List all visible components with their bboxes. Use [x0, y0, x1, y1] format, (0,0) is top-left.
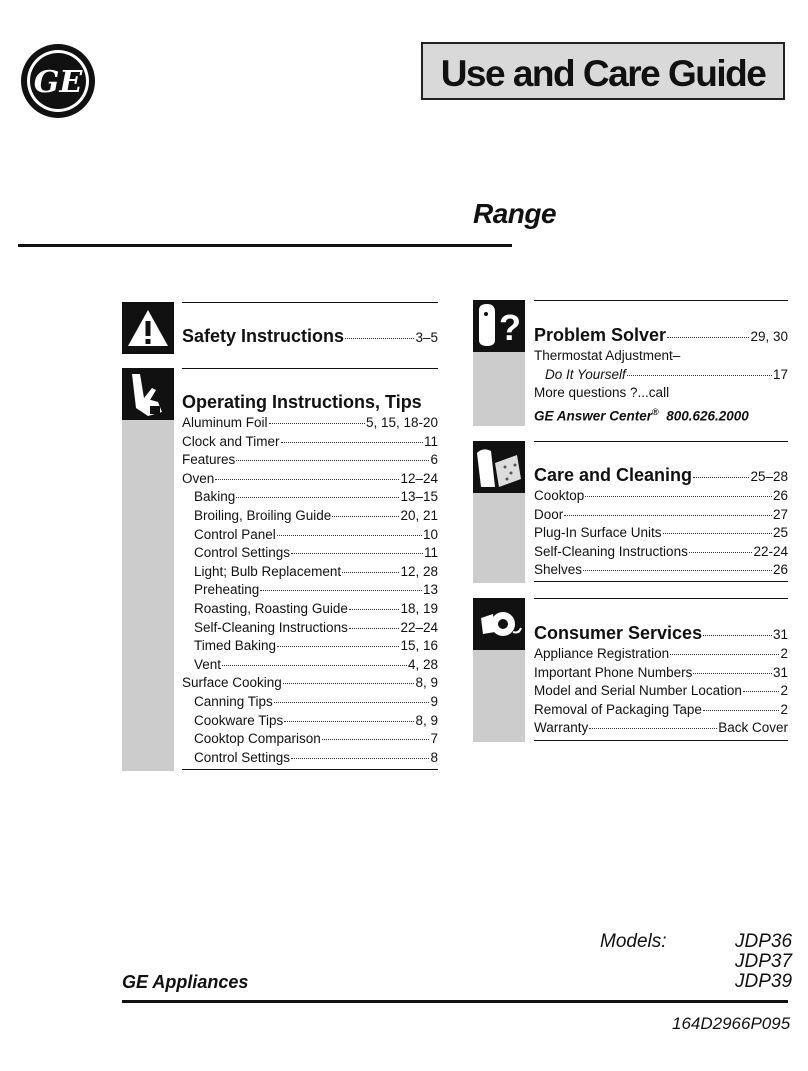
toc-pages: 12, 28 — [400, 563, 438, 579]
toc-row[interactable] — [194, 693, 438, 711]
toc-pages: 8, 9 — [415, 675, 438, 691]
leader-dots — [284, 721, 414, 722]
part-number: 164D2966P095 — [672, 1014, 791, 1033]
operating-gray-bar — [122, 368, 174, 771]
toc-row[interactable] — [534, 682, 788, 700]
leader-dots — [583, 570, 772, 571]
toc-row[interactable] — [534, 543, 788, 561]
toc-row[interactable] — [194, 544, 438, 562]
leader-dots — [215, 479, 399, 480]
leader-dots — [345, 338, 414, 339]
toc-row[interactable] — [534, 506, 788, 524]
ge-logo-text: GE — [33, 65, 83, 100]
toc-label: Roasting, Roasting Guide — [194, 601, 348, 616]
safety-heading-row[interactable] — [182, 327, 438, 347]
toc-label: Door — [534, 506, 564, 522]
leader-dots — [667, 337, 749, 338]
leader-dots — [236, 460, 429, 461]
operating-bottom-rule — [182, 769, 438, 770]
leader-dots — [277, 535, 422, 536]
toc-label: Cooktop Comparison — [194, 731, 321, 747]
leader-dots — [693, 673, 772, 674]
toc-row[interactable] — [534, 561, 788, 579]
sponge-hand-icon — [473, 441, 525, 493]
problem-diy-pages: 17 — [772, 367, 788, 382]
toc-label: Model and Serial Number Location — [534, 683, 742, 699]
leader-dots — [627, 375, 772, 376]
toc-row[interactable] — [194, 749, 438, 767]
toc-pages: 7 — [430, 731, 438, 747]
toc-pages: 8 — [430, 749, 438, 765]
toc-row[interactable] — [194, 730, 438, 748]
toc-label: Features — [182, 452, 236, 468]
toc-label: Plug-In Surface Units — [534, 525, 662, 541]
leader-dots — [277, 646, 399, 647]
svg-text:?: ? — [499, 307, 521, 348]
toc-label: Cooktop — [534, 488, 585, 503]
models-label: Models: — [600, 931, 667, 952]
consumer-title: Consumer Services — [534, 623, 703, 643]
toc-pages: 22-24 — [753, 543, 788, 559]
toc-label: Oven — [182, 470, 215, 486]
toc-pages: 5, 15, 18-20 — [365, 415, 438, 430]
hand-pointing-icon — [122, 368, 174, 420]
problem-pages: 29, 30 — [750, 329, 788, 344]
toc-pages: 18, 19 — [400, 601, 438, 616]
toc-label: Warranty — [534, 720, 589, 736]
safety-pages: 3–5 — [415, 330, 438, 345]
leader-dots — [283, 683, 415, 684]
toc-label: Broiling, Broiling Guide — [194, 508, 332, 523]
toc-row[interactable] — [534, 701, 788, 719]
toc-label: Self-Cleaning Instructions — [194, 619, 348, 635]
toc-row[interactable] — [182, 433, 438, 451]
leader-dots — [703, 710, 780, 711]
leader-dots — [743, 691, 780, 692]
toc-pages: 22–24 — [400, 619, 438, 635]
problem-title: Problem Solver — [534, 325, 667, 345]
model-number: JDP39 — [735, 971, 793, 992]
title-box — [421, 42, 785, 100]
toc-pages: 2 — [780, 701, 788, 717]
toc-label: Self-Cleaning Instructions — [534, 543, 688, 559]
toc-label: Vent — [194, 656, 222, 672]
toc-label: Control Settings — [194, 749, 291, 765]
toc-label: Appliance Registration — [534, 646, 670, 661]
footer-rule — [122, 1000, 788, 1003]
toc-pages: 25 — [772, 525, 788, 541]
leader-dots — [342, 572, 399, 573]
leader-dots — [349, 628, 400, 629]
model-number: JDP36 — [735, 931, 793, 952]
leader-dots — [322, 739, 430, 740]
page-title: Use and Care Guide — [440, 53, 766, 94]
tape-dispenser-icon — [473, 598, 525, 650]
toc-label: Removal of Packaging Tape — [534, 701, 702, 717]
leader-dots — [291, 553, 423, 554]
toc-row[interactable] — [194, 507, 438, 525]
care-pages: 25–28 — [750, 469, 788, 484]
operating-title: Operating Instructions, Tips — [182, 392, 422, 412]
consumer-pages: 31 — [772, 627, 788, 642]
safety-top-rule — [182, 302, 438, 303]
header-rule — [18, 244, 512, 247]
leader-dots — [274, 702, 430, 703]
toc-row[interactable] — [194, 637, 438, 655]
toc-label: Baking — [194, 489, 236, 505]
leader-dots — [236, 497, 399, 498]
problem-more-questions: More questions ?...call — [534, 385, 670, 400]
leader-dots — [703, 635, 772, 636]
toc-label: Control Panel — [194, 526, 276, 542]
care-title: Care and Cleaning — [534, 465, 693, 485]
toc-pages: 26 — [772, 488, 788, 503]
toc-row[interactable] — [534, 664, 788, 682]
leader-dots — [585, 496, 772, 497]
leader-dots — [564, 515, 772, 516]
toc-row[interactable] — [182, 451, 438, 469]
safety-title: Safety Instructions — [182, 326, 345, 346]
toc-label: Clock and Timer — [182, 433, 280, 449]
toc-row[interactable] — [182, 674, 438, 692]
leader-dots — [349, 609, 400, 610]
leader-dots — [689, 552, 753, 553]
leader-dots — [670, 654, 779, 655]
ge-logo — [19, 42, 97, 120]
toc-pages: 9 — [430, 694, 438, 709]
answer-center-phone: 800.626.2000 — [666, 408, 749, 424]
toc-pages: 10 — [422, 526, 438, 542]
consumer-bottom-rule — [534, 740, 788, 741]
toc-pages: 6 — [430, 452, 438, 468]
toc-row[interactable] — [194, 488, 438, 506]
registered-mark: ® — [652, 407, 659, 417]
consumer-top-rule — [534, 598, 788, 599]
toc-row[interactable] — [194, 600, 438, 618]
toc-row[interactable] — [194, 712, 438, 730]
problem-thermostat: Thermostat Adjustment– — [534, 348, 681, 363]
warning-triangle-icon — [122, 302, 174, 354]
leader-dots — [281, 442, 423, 443]
toc-pages: 4, 28 — [407, 656, 438, 672]
toc-pages: 15, 16 — [400, 638, 438, 654]
toc-pages: 2 — [780, 646, 788, 661]
leader-dots — [222, 665, 407, 666]
toc-label: Surface Cooking — [182, 675, 282, 691]
toc-pages: 12–24 — [400, 470, 438, 486]
toc-pages: 8, 9 — [415, 712, 438, 728]
leader-dots — [291, 758, 429, 759]
leader-dots — [332, 516, 399, 517]
toc-pages: 13 — [422, 582, 438, 598]
care-heading-row[interactable] — [534, 466, 788, 486]
toc-pages: 13–15 — [400, 489, 438, 505]
toc-row[interactable] — [194, 526, 438, 544]
operating-top-rule — [182, 368, 438, 369]
toc-row[interactable] — [182, 414, 438, 432]
toc-row[interactable] — [194, 563, 438, 581]
toc-label: Light; Bulb Replacement — [194, 563, 342, 579]
brand-name: GE Appliances — [122, 972, 249, 992]
toc-label: Preheating — [194, 582, 260, 598]
toc-row[interactable] — [534, 487, 788, 505]
toc-pages: 27 — [772, 506, 788, 522]
leader-dots — [589, 728, 717, 729]
problem-top-rule — [534, 300, 788, 301]
toc-pages: 11 — [423, 545, 438, 561]
problem-heading-row[interactable] — [534, 326, 788, 346]
answer-center-name: GE Answer Center — [534, 408, 653, 424]
toc-row[interactable] — [534, 645, 788, 663]
product-subtitle: Range — [473, 198, 557, 229]
leader-dots — [693, 477, 749, 478]
toc-label: Aluminum Foil — [182, 415, 268, 430]
person-question-icon — [473, 300, 525, 352]
model-number: JDP37 — [735, 951, 793, 972]
leader-dots — [269, 423, 365, 424]
answer-center-line — [534, 403, 749, 426]
care-bottom-rule — [534, 581, 788, 582]
toc-label: Cookware Tips — [194, 712, 284, 728]
toc-pages: 2 — [780, 683, 788, 699]
toc-pages: Back Cover — [718, 720, 788, 736]
toc-row[interactable] — [194, 619, 438, 637]
toc-row[interactable] — [182, 470, 438, 488]
toc-label: Shelves — [534, 562, 583, 578]
care-top-rule — [534, 441, 788, 442]
toc-label: Canning Tips — [194, 694, 273, 709]
toc-label: Control Settings — [194, 545, 291, 561]
consumer-heading-row[interactable] — [534, 624, 788, 644]
toc-row[interactable] — [534, 524, 788, 542]
toc-pages: 11 — [423, 433, 438, 449]
toc-row[interactable] — [194, 581, 438, 599]
leader-dots — [663, 533, 772, 534]
leader-dots — [260, 590, 422, 591]
problem-diy-row[interactable] — [545, 366, 788, 384]
toc-row[interactable] — [534, 719, 788, 737]
toc-label: Important Phone Numbers — [534, 664, 693, 680]
toc-label: Timed Baking — [194, 638, 277, 654]
problem-diy-label: Do It Yourself — [545, 367, 626, 382]
toc-pages: 20, 21 — [400, 508, 438, 523]
toc-row[interactable] — [194, 656, 438, 674]
toc-pages: 26 — [772, 562, 788, 578]
toc-pages: 31 — [772, 664, 788, 680]
